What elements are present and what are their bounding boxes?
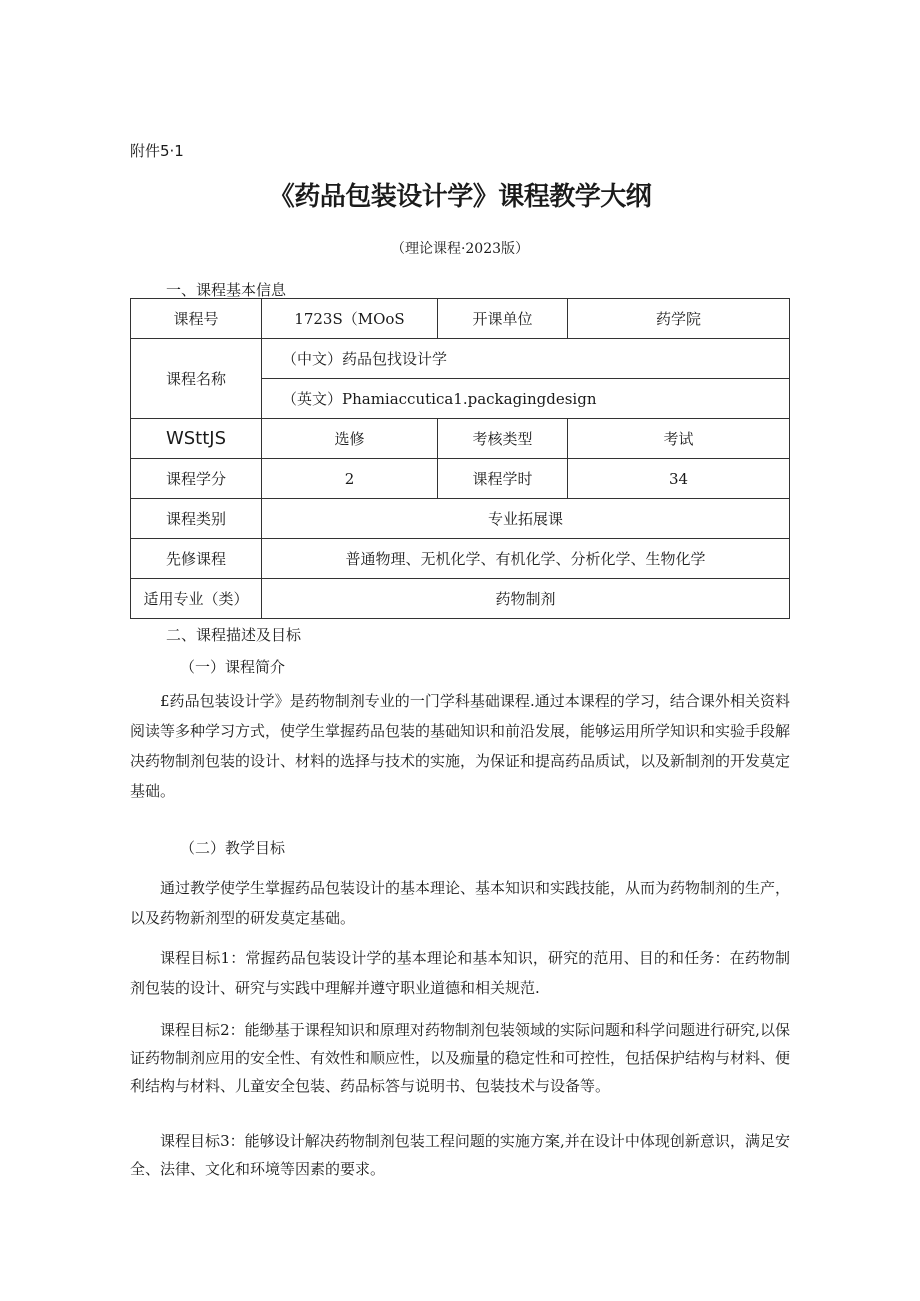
table-row (131, 539, 790, 579)
intro-paragraph: £药品包装设计学》是药物制剂专业的一门学科基础课程.通过本课程的学习，结合课外相关资料阅读等多种学习方式，使学生掌握药品包装的基础知识和前沿发展，能够运用所学知识和实验手段解决药物制剂包装的设计、材料的选择与技术的实施，为保证和提高药品质试，以及新制剂的开发莫定基础。 (130, 692, 791, 800)
course-nature-label: WSttJS (131, 419, 262, 459)
course-name-cn: （中文）药品包找设计学 (262, 339, 790, 379)
course-info-table (130, 298, 790, 619)
category-label: 课程类别 (131, 499, 262, 539)
goal-3-paragraph: 课程目标3：能够设计解决药物制剂包装工程问题的实施方案,并在设计中体现创新意识，满足安全、法律、文化和环境等因素的要求。 (130, 1132, 790, 1178)
course-no-label: 课程号 (131, 299, 262, 339)
prereq-label: 先修课程 (131, 539, 262, 579)
table-row (131, 299, 790, 339)
exam-type-label: 考核类型 (438, 419, 568, 459)
dept-value: 药学院 (568, 299, 790, 339)
section-heading-basic-info: 一、课程基本信息 (166, 281, 287, 299)
table-row (131, 339, 790, 379)
subsection-heading-goals: （二）教学目标 (180, 839, 286, 857)
credit-value: 2 (262, 459, 438, 499)
course-name-en: （英文）Phamiaccutica1.packagingdesign (262, 379, 790, 419)
table-row (131, 419, 790, 459)
subsection-heading-intro: （一）课程简介 (180, 658, 286, 676)
major-value: 药物制剂 (262, 579, 790, 619)
attachment-label: 附件5·1 (130, 142, 184, 160)
section-heading-description: 二、课程描述及目标 (166, 626, 302, 644)
credit-label: 课程学分 (131, 459, 262, 499)
major-label: 适用专业（类） (131, 579, 262, 619)
goal-1-paragraph: 课程目标1：常握药品包装设计学的基本理论和基本知识，研究的范用、目的和任务：在药物制剂包装的设计、研究与实践中理解并遵守职业道德和相关规范. (130, 949, 790, 997)
dept-label: 开课单位 (438, 299, 568, 339)
document-subtitle: （理论课程·2023版） (390, 241, 530, 257)
course-name-label: 课程名称 (131, 339, 262, 419)
goal-2-paragraph: 课程目标2：能缈基于课程知识和原理对药物制剂包装领域的实际问题和科学问题进行研究,以保证药物制剂应用的安全性、有效性和顺应性，以及痂量的稳定性和可控性，包括保护结构与材料、便利结构与材料、儿童安全包装、药品标答与说明书、包装技术与设备等。 (130, 1021, 791, 1095)
hours-label: 课程学时 (438, 459, 568, 499)
table-row (131, 499, 790, 539)
exam-type-value: 考试 (568, 419, 790, 459)
course-nature-value: 选修 (262, 419, 438, 459)
hours-value: 34 (568, 459, 790, 499)
goals-paragraph: 通过教学使学生掌握药品包装设计的基本理论、基本知识和实践技能，从而为药物制剂的生产，以及药物新剂型的研发莫定基础。 (130, 879, 791, 927)
table-row (131, 459, 790, 499)
course-no-value: 1723S（MOoS (262, 299, 438, 339)
category-value: 专业拓展课 (262, 499, 790, 539)
document-title: 《药品包装设计学》课程教学大纲 (268, 182, 652, 212)
prereq-value: 普通物理、无机化学、有机化学、分析化学、生物化学 (262, 539, 790, 579)
table-row (131, 579, 790, 619)
